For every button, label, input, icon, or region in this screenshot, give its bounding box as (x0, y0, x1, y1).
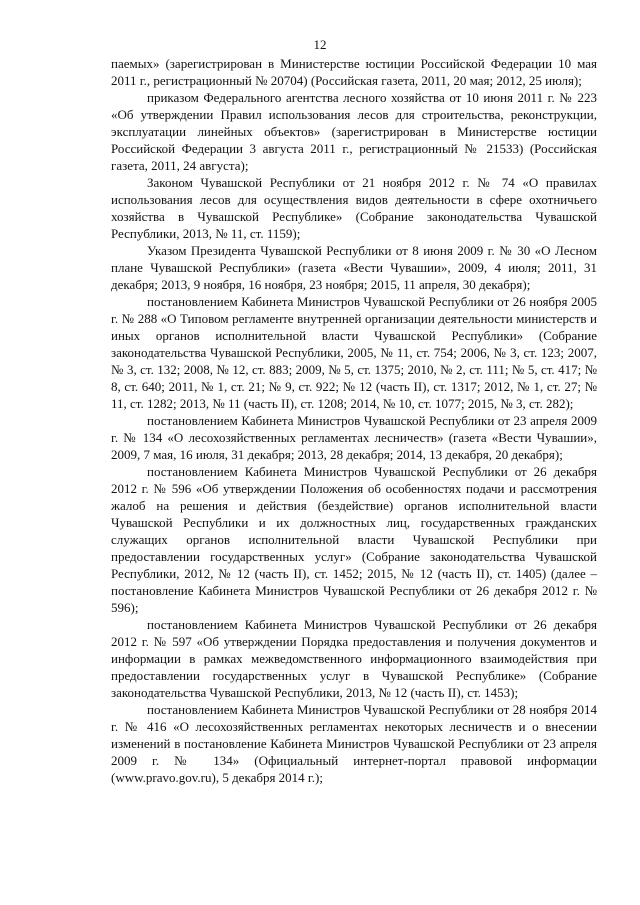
paragraph-president-decree: Указом Президента Чувашской Республики от 8 июня 2009 г. № 30 «О Лесном плане Чувашской Республики» (газета «Вести Чувашии», 2009, 4 июля; 2011, 31 декабря; 2013, 9 ноября, 16 ноября, 23 ноября; 2015, 11 апреля, 30 декабря); (111, 243, 597, 292)
page-number: 12 (313, 37, 327, 52)
document-body (111, 55, 597, 786)
paragraph-cabinet-resolution-597: постановлением Кабинета Министров Чувашской Республики от 26 декабря 2012 г. № 597 «Об утверждении Порядка предоставления и получения документов и информации в рамках межведомственного информационного взаимодействия при предоставлении государственных услуг в Чувашской Республике» (Собрание законодательства Чувашской Республики, 2013, № 12 (часть II), ст. 1453); (111, 617, 597, 700)
paragraph-chuvash-law: Законом Чувашской Республики от 21 ноября 2012 г. № 74 «О правилах использования лесов для осуществления видов деятельности в сфере охотничьего хозяйства в Чувашской Республике» (Собрание законодательства Чувашской Республики, 2013, № 11, ст. 1159); (111, 175, 597, 241)
paragraph-cabinet-resolution-596: постановлением Кабинета Министров Чувашской Республики от 26 декабря 2012 г. № 596 «Об утверждении Положения об особенностях подачи и рассмотрения жалоб на решения и действия (бездействие) органов исполнительной власти Чувашской Республики и их должностных лиц, государственных гражданских служащих органов исполнительной власти Чувашской Республики при предоставлении государственных услуг» (Собрание законодательства Чувашской Республики, 2012, № 12 (часть II), ст. 1452; 2015, № 12 (часть II), ст. 1405) (далее – постановление Кабинета Министров Чувашской Республики от 26 декабря 2012 г. № 596); (111, 464, 597, 615)
paragraph-cabinet-resolution-288: постановлением Кабинета Министров Чувашской Республики от 26 ноября 2005 г. № 288 «О Типовом регламенте внутренней организации деятельности министерств и иных органов исполнительной власти Чувашской Республики» (Собрание законодательства Чувашской Республики, 2005, № 11, ст. 754; 2006, № 3, ст. 123; 2007, № 3, ст. 132; 2008, № 12, ст. 883; 2009, № 5, ст. 1375; 2010, № 2, ст. 111; № 5, ст. 417; № 8, ст. 640; 2011, № 1, ст. 21; № 9, ст. 922; № 12 (часть II), ст. 1317; 2012, № 1, ст. 27; № 11, ст. 1282; 2013, № 11 (часть II), ст. 1208; 2014, № 10, ст. 1077; 2015, № 3, ст. 282); (111, 294, 597, 411)
paragraph-cabinet-resolution-134: постановлением Кабинета Министров Чувашской Республики от 23 апреля 2009 г. № 134 «О лесохозяйственных регламентах лесничеств» (газета «Вести Чувашии», 2009, 7 мая, 16 июля, 31 декабря; 2013, 28 декабря; 2014, 13 декабря, 20 декабря); (111, 413, 597, 462)
paragraph-1-continuation: паемых» (зарегистрирован в Министерстве юстиции Российской Федерации 10 мая 2011 г., регистрационный № 20704) (Российская газета, 2011, 20 мая; 2012, 25 июля); (111, 56, 597, 88)
paragraph-cabinet-resolution-416: постановлением Кабинета Министров Чувашской Республики от 28 ноября 2014 г. № 416 «О лесохозяйственных регламентах некоторых лесничеств и о внесении изменений в постановление Кабинета Министров Чувашской Республики от 23 апреля 2009 г. № 134» (Официальный интернет-портал правовой информации (www.pravo.gov.ru), 5 декабря 2014 г.); (111, 702, 597, 785)
paragraph-order-forestry-agency: приказом Федерального агентства лесного хозяйства от 10 июня 2011 г. № 223 «Об утверждении Правил использования лесов для строительства, реконструкции, эксплуатации линейных объектов» (зарегистрирован в Министерстве юстиции Российской Федерации 3 августа 2011 г., регистрационный № 21533) (Российская газета, 2011, 24 августа); (111, 90, 597, 173)
